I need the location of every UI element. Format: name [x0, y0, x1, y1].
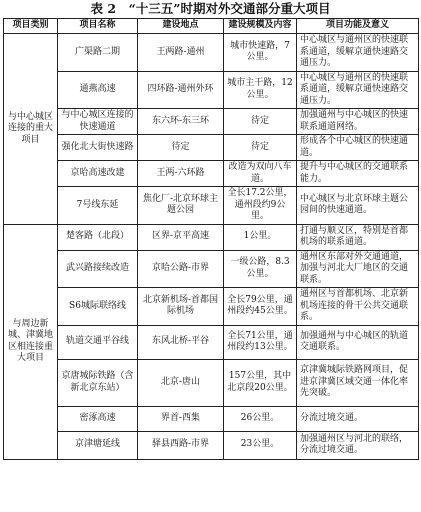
project-function: 通州区东部对外交通通道，加强与河北大厂地区的交通联系。	[297, 250, 419, 288]
project-name: 强化北大街快速路	[58, 135, 138, 161]
header-function: 项目功能及意义	[297, 19, 419, 34]
project-location: 待定	[138, 135, 224, 161]
table-row	[4, 325, 419, 359]
table-row	[4, 406, 419, 431]
project-name: S6城际联络线	[58, 288, 138, 326]
project-location: 界首-西集	[138, 406, 224, 431]
table-container	[3, 18, 418, 460]
project-function: 提升与中心城区的交通联系能力。	[297, 161, 419, 187]
project-scale: 157公里，其中北京段20公里。	[224, 359, 297, 406]
project-function: 加强通州区与河北的联络，分流过境交通。	[297, 431, 419, 459]
project-name: 与中心城区连接的快速通道	[58, 109, 138, 135]
project-name: 京哈高速改建	[58, 161, 138, 187]
project-scale: 城市快速路，7公里。	[224, 34, 297, 72]
project-scale: 待定	[224, 109, 297, 135]
project-location: 北京-唐山	[138, 359, 224, 406]
project-scale: 一级公路，8.3公里。	[224, 250, 297, 288]
table-row	[4, 71, 419, 109]
project-name: 7号线东延	[58, 187, 138, 225]
header-category: 项目类别	[4, 19, 58, 34]
project-location: 驿县西路-市界	[138, 431, 224, 459]
header-location: 建设地点	[138, 19, 224, 34]
table-row	[4, 224, 419, 250]
project-scale: 城市主干路，12公里。	[224, 71, 297, 109]
project-location: 王两-六环路	[138, 161, 224, 187]
project-name: 通燕高速	[58, 71, 138, 109]
project-function: 中心城区与通州区的快速联系通道，缓解京通快速路交通压力。	[297, 34, 419, 72]
project-location: 东六环-东三环	[138, 109, 224, 135]
project-name: 轨道交通平谷线	[58, 325, 138, 359]
category-cell: 与周边新城、津冀地区相连接重大项目	[4, 224, 58, 459]
table-row	[4, 187, 419, 225]
project-scale: 全长17.2公里，通州段约9公里。	[224, 187, 297, 225]
project-name: 楚客路（北段）	[58, 224, 138, 250]
project-location: 北京新机场-首都国际机场	[138, 288, 224, 326]
table-row	[4, 109, 419, 135]
project-function: 中心城区与北京环球主题公园间的快速通道。	[297, 187, 419, 225]
project-name: 京唐城际铁路（含新北京东站）	[58, 359, 138, 406]
project-location: 东风北桥-平谷	[138, 325, 224, 359]
project-function: 加强通州与中心城区的轨道交通联系。	[297, 325, 419, 359]
table-row	[4, 359, 419, 406]
project-function: 分流过境交通。	[297, 406, 419, 431]
project-name: 广渠路二期	[58, 34, 138, 72]
project-location: 区界-京平高速	[138, 224, 224, 250]
header-scale: 建设规模及内容	[224, 19, 297, 34]
projects-table	[3, 18, 419, 460]
project-function: 打通与顺义区，特别是首都机场的联系通道。	[297, 224, 419, 250]
project-function: 通州区与首都机场、北京新机场连接的骨干公共交通联系。	[297, 288, 419, 326]
header-row	[4, 19, 419, 34]
project-function: 中心城区与通州区的快速联系通道，缓解京通快速路交通压力。	[297, 71, 419, 109]
project-scale: 1公里。	[224, 224, 297, 250]
project-scale: 全长79公里，通州段约45公里。	[224, 288, 297, 326]
table-row	[4, 161, 419, 187]
table-caption: 表 2 “十三五”时期对外交通部分重大项目	[90, 1, 331, 16]
project-function: 加强通州与中心城区的快速联系通道网络。	[297, 109, 419, 135]
table-row	[4, 288, 419, 326]
project-name: 密涿高速	[58, 406, 138, 431]
header-name: 项目名称	[58, 19, 138, 34]
table-row	[4, 135, 419, 161]
project-name: 京津塘延线	[58, 431, 138, 459]
project-name: 武兴路接续改造	[58, 250, 138, 288]
project-function: 京津冀城际铁路网项目，促进京津冀区域交通一体化率先突破。	[297, 359, 419, 406]
project-location: 焦化厂-北京环球主题公园	[138, 187, 224, 225]
project-function: 形成各个中心城区的快速通道。	[297, 135, 419, 161]
table-row	[4, 431, 419, 459]
project-location: 京哈公路-市界	[138, 250, 224, 288]
project-scale: 26公里。	[224, 406, 297, 431]
project-scale: 全长71公里，通州段约13公里。	[224, 325, 297, 359]
category-cell: 与中心城区连接的重大项目	[4, 34, 58, 225]
project-scale: 待定	[224, 135, 297, 161]
table-row	[4, 250, 419, 288]
project-location: 四环路-通州外环	[138, 71, 224, 109]
project-location: 王两路-通州	[138, 34, 224, 72]
project-scale: 23公里。	[224, 431, 297, 459]
project-scale: 改造为双向八车道。	[224, 161, 297, 187]
table-row	[4, 34, 419, 72]
